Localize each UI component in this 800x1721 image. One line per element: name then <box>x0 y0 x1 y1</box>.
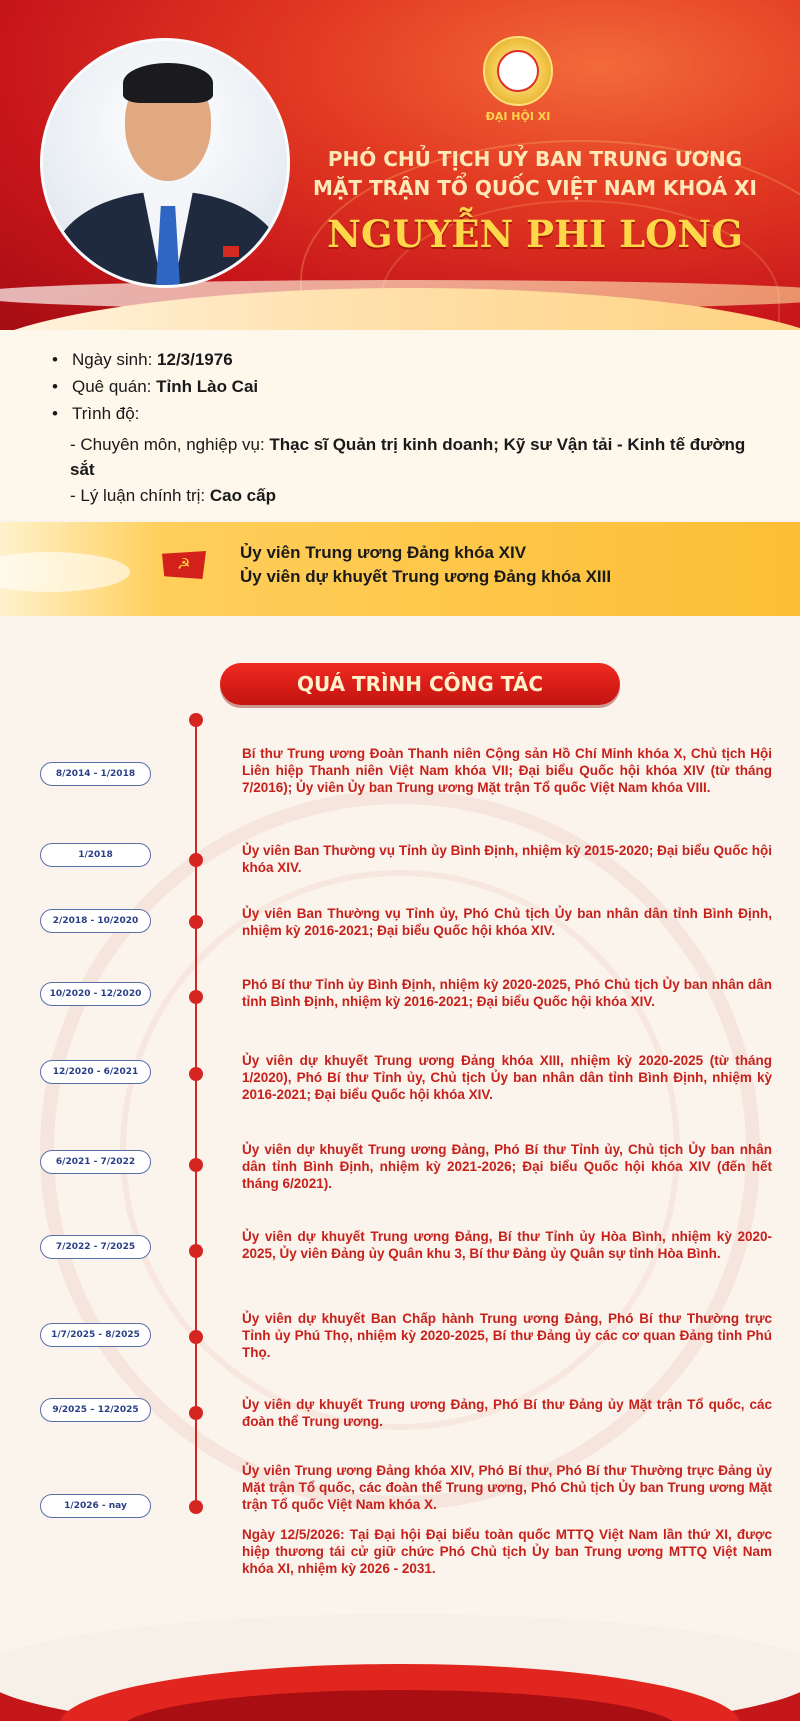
timeline-date: 8/2014 - 1/2018 <box>40 762 151 786</box>
bio-list <box>52 346 258 427</box>
timeline-date: 10/2020 - 12/2020 <box>40 982 151 1006</box>
timeline-line <box>195 720 197 1510</box>
timeline-dot <box>189 1067 203 1081</box>
party-role-line1: Ủy viên Trung ương Đảng khóa XIV <box>240 543 527 562</box>
timeline-final-note: Ngày 12/5/2026: Tại Đại hội Đại biểu toàn quốc MTTQ Việt Nam lần thứ XI, được hiệp thương tái cử giữ chức Phó Chủ tịch Ủy ban Trung ương MTTQ Việt Nam khóa XI, nhiệm kỳ 2026 - 2031. <box>242 1527 772 1576</box>
bio-birth-value: 12/3/1976 <box>157 350 233 369</box>
timeline-date: 12/2020 - 6/2021 <box>40 1060 151 1084</box>
timeline-text: Ủy viên Ban Thường vụ Tỉnh ủy Bình Định, nhiệm kỳ 2015-2020; Đại biểu Quốc hội khóa XIV. <box>242 843 772 875</box>
timeline-text: Ủy viên dự khuyết Trung ương Đảng, Phó Bí thư Đảng ủy Mặt trận Tổ quốc, các đoàn thể Trung ương. <box>242 1397 772 1429</box>
bio-specialty-value: Thạc sĩ Quản trị kinh doanh; Kỹ sư Vận tải - Kinh tế đường sắt <box>70 435 746 479</box>
timeline-start-dot <box>189 713 203 727</box>
position-title-line2: MẶT TRẬN TỔ QUỐC VIỆT NAM KHOÁ XI <box>313 176 757 200</box>
timeline-text: Ủy viên dự khuyết Trung ương Đảng, Phó Bí thư Tỉnh ủy, Chủ tịch Ủy ban nhân dân tỉnh Bình Định, nhiệm kỳ 2021-2026; Đại biểu Quốc hội khóa XIV (đến hết tháng 6/2021). <box>242 1142 772 1191</box>
bio-hometown: • Quê quán: Tỉnh Lào Cai <box>52 373 258 400</box>
position-title-line1: PHÓ CHỦ TỊCH UỶ BAN TRUNG ƯƠNG <box>327 147 743 171</box>
timeline-text: Ủy viên Ban Thường vụ Tỉnh ủy, Phó Chủ tịch Ủy ban nhân dân tỉnh Bình Định, nhiệm kỳ 2016-2021; Đại biểu Quốc hội khóa XIV. <box>242 906 772 938</box>
band-decoration <box>0 552 130 592</box>
timeline-dot <box>189 853 203 867</box>
bio-section <box>0 330 800 520</box>
timeline-date: 1/2026 - nay <box>40 1494 151 1518</box>
timeline-dot <box>189 1500 203 1514</box>
bio-hometown-value: Tỉnh Lào Cai <box>156 377 259 396</box>
timeline-dot <box>189 915 203 929</box>
portrait-photo <box>40 38 290 288</box>
timeline-dot <box>189 1330 203 1344</box>
party-role-line2: Ủy viên dự khuyết Trung ương Đảng khóa XIII <box>240 567 612 586</box>
bio-political: - Lý luận chính trị: Cao cấp <box>70 486 276 505</box>
person-name: NGUYỄN PHI LONG <box>327 212 743 256</box>
timeline-text: Phó Bí thư Tỉnh ủy Bình Định, nhiệm kỳ 2020-2025, Phó Chủ tịch Ủy ban nhân dân tỉnh Bình Định, nhiệm kỳ 2016-2021; Đại biểu Quốc hội khóa XIV. <box>242 977 772 1009</box>
timeline-dot <box>189 1406 203 1420</box>
hammer-sickle-icon: ☭ <box>177 555 191 573</box>
timeline-date: 6/2021 - 7/2022 <box>40 1150 151 1174</box>
timeline-text: Bí thư Trung ương Đoàn Thanh niên Cộng sản Hồ Chí Minh khóa X, Chủ tịch Hội Liên hiệp Thanh niên Việt Nam khóa VII; Đại biểu Quốc hội khóa XIV (từ tháng 7/2016); Ủy viên Ủy ban Trung ương Mặt trận Tổ quốc Việt Nam khóa VIII. <box>242 746 772 795</box>
bio-political-value: Cao cấp <box>209 486 276 505</box>
timeline-text: Ủy viên Trung ương Đảng khóa XIV, Phó Bí thư, Phó Bí thư Thường trực Đảng ủy Mặt trận Tổ quốc, các đoàn thể Trung ương, Phó Chủ tịch Ủy ban Trung ương Mặt trận Tổ quốc Việt Nam khóa X. <box>242 1463 772 1512</box>
timeline-text: Ủy viên dự khuyết Trung ương Đảng khóa XIII, nhiệm kỳ 2020-2025 (từ tháng 1/2020), Phó Bí thư Tỉnh ủy, Chủ tịch Ủy ban nhân dân tỉnh Bình Định, nhiệm kỳ 2016-2021; Đại biểu Quốc hội khóa XIV. <box>242 1053 772 1102</box>
timeline-date: 2/2018 - 10/2020 <box>40 909 151 933</box>
timeline-date: 7/2022 - 7/2025 <box>40 1235 151 1259</box>
timeline-dot <box>189 1244 203 1258</box>
timeline-dot <box>189 990 203 1004</box>
bio-birth: • Ngày sinh: 12/3/1976 <box>52 346 258 373</box>
timeline-text: Ủy viên dự khuyết Trung ương Đảng, Bí thư Tỉnh ủy Hòa Bình, nhiệm kỳ 2020-2025, Ủy viên Đảng ủy Quân khu 3, Bí thư Đảng ủy Quân sự tỉnh Hòa Bình. <box>242 1229 772 1261</box>
timeline-date: 1/7/2025 - 8/2025 <box>40 1323 151 1347</box>
section-title: QUÁ TRÌNH CÔNG TÁC <box>220 663 620 705</box>
timeline-text: Ủy viên dự khuyết Ban Chấp hành Trung ương Đảng, Phó Bí thư Thường trực Tỉnh ủy Phú Thọ, nhiệm kỳ 2020-2025, Bí thư Đảng ủy các cơ quan Đảng tỉnh Phú Thọ. <box>242 1311 772 1360</box>
logo-label: ĐẠI HỘI XI <box>485 110 551 123</box>
timeline-dot <box>189 1158 203 1172</box>
logo-inner <box>497 50 539 92</box>
bottom-decoration <box>0 1600 800 1721</box>
timeline-date: 9/2025 – 12/2025 <box>40 1398 151 1422</box>
timeline-date: 1/2018 <box>40 843 151 867</box>
bio-education: • Trình độ: <box>52 400 258 427</box>
portrait-pin <box>223 246 239 257</box>
congress-logo <box>483 36 553 106</box>
bio-specialty: - Chuyên môn, nghiệp vụ: Thạc sĩ Quản trị kinh doanh; Kỹ sư Vận tải - Kinh tế đường sắt <box>70 435 746 479</box>
portrait-hair <box>123 63 213 103</box>
